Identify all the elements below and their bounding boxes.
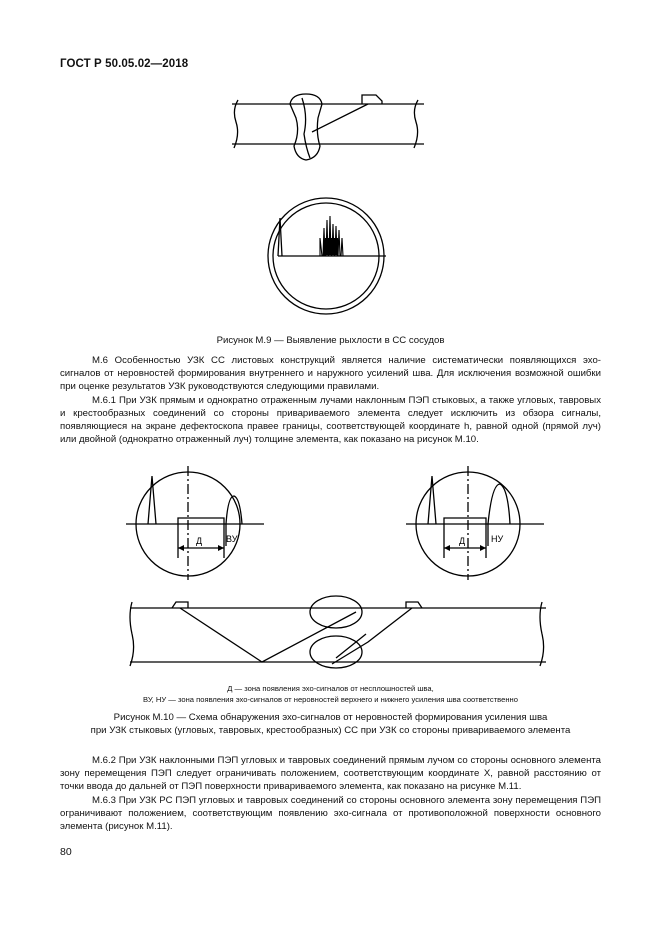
- right-scope-gate: [444, 518, 486, 524]
- figure-m9-caption: Рисунок М.9 — Выявление рыхлости в СС сосудов: [216, 335, 445, 346]
- figure-m10-caption-line1: Рисунок М.10 — Схема обнаружения эхо-сигналов от неровностей формирования усиления шва: [113, 712, 548, 723]
- section-text-m6-2: [60, 754, 601, 833]
- weld-inner-line: [302, 98, 310, 158]
- legend-line-vu-nu: ВУ, НУ — зона появления эхо-сигналов от неровностей верхнего и нижнего усиления шва соответственно: [143, 695, 518, 704]
- pipe-right-break: [414, 100, 418, 148]
- weld-lower-bead: [310, 636, 362, 668]
- paragraph-m6-2: М.6.2 При УЗК наклонными ПЭП угловых и тавровых соединений прямым лучом со стороны основного элемента зону перемещения ПЭП следует ограничивать положением, соответствующим координате X, равной расстоянию от точки ввода до дальней от ПЭП поверхности привариваемого элемента, как показано на рисунке М.11.: [60, 755, 601, 793]
- figure-m10-diagram: [122, 466, 554, 676]
- paragraph-m6-1: М.6.1 При УЗК прямым и однократно отраженным лучами наклонным ПЭП стыковых, а также угловых, тавровых и крестообразных соединений со стороны привариваемого элемента следует исключить из обзора сигналы, появляющиеся на экране дефектоскопа правее границы, соответствующей координате h, равной одной (прямой луч) или двойной (однократно отраженный луч) толщине элемента, как показано на рисунок М.10.: [60, 394, 601, 446]
- plate-right-break: [540, 602, 544, 666]
- pipe-left-break: [234, 100, 238, 148]
- paragraph-m6-3: М.6.3 При УЗК РС ПЭП угловых и тавровых соединений со стороны основного элемента зону перемещения ПЭП ограничивают положением, соответствующим появлению эхо-сигнала от противоположной поверхности основного элемента (рисунок М.11).: [60, 794, 601, 833]
- document-header: ГОСТ Р 50.05.02—2018: [60, 58, 189, 70]
- left-transducer: [172, 602, 188, 608]
- right-scope-nu-label: НУ: [491, 534, 504, 544]
- legend-line-d: Д — зона появления эхо-сигналов от несплошностей шва,: [227, 684, 434, 693]
- paragraph-m6: М.6 Особенностью УЗК СС листовых конструкций является наличие систематически появляющихся эхо-сигналов от неровностей формирования внутреннего и наружного усилений шва. Для исключения возможной ошибки при оценке результатов УЗК руководствуются следующими правилами.: [60, 355, 601, 393]
- figure-m9-diagram: [220, 88, 440, 328]
- left-scope-vu-label: ВУ: [226, 534, 238, 544]
- left-scope-gate: [178, 518, 224, 524]
- left-scope-d-label: Д: [196, 536, 203, 546]
- right-beam-path: [332, 608, 412, 664]
- right-scope-d-label: Д: [459, 536, 466, 546]
- left-beam-path: [180, 608, 356, 662]
- right-transducer: [406, 602, 422, 608]
- figure-m10-legend: [60, 683, 601, 705]
- page-number: 80: [60, 846, 72, 858]
- plate-left-break: [130, 602, 134, 666]
- transducer: [362, 95, 382, 104]
- section-text-m6: [60, 354, 601, 446]
- figure-m10-caption: [60, 711, 601, 737]
- figure-m10-caption-line2: при УЗК стыковых (угловых, тавровых, крестообразных) СС при УЗК со стороны привариваемого элемента: [90, 725, 571, 736]
